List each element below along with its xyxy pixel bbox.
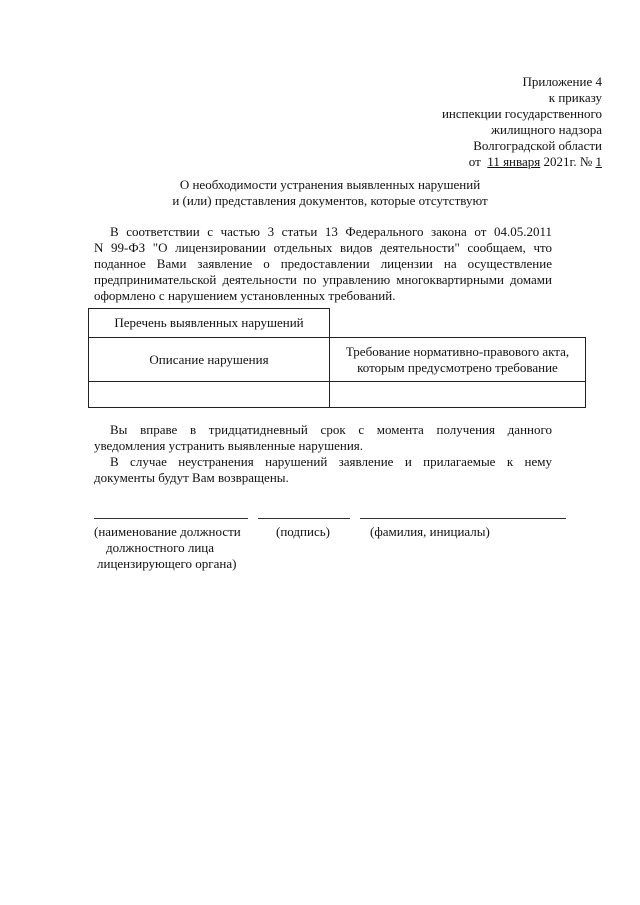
intro-line-3: поданное Вами заявление о предоставлении лицензии на осуществление bbox=[94, 256, 552, 271]
violations-table bbox=[88, 308, 586, 408]
intro-line-2: N 99-ФЗ "О лицензировании отдельных видов деятельности" сообщаем, что bbox=[94, 240, 552, 255]
document-title bbox=[120, 177, 540, 209]
annex-line-3: инспекции государственного bbox=[441, 106, 602, 121]
annex-line-5: Волгоградской области bbox=[473, 138, 602, 153]
table-header-row bbox=[89, 338, 586, 382]
table-cell-requirement bbox=[330, 382, 586, 408]
column-requirement-line-2: которым предусмотрено требование bbox=[357, 359, 558, 375]
column-requirement-header bbox=[330, 338, 586, 382]
table-caption-row bbox=[89, 309, 586, 338]
intro-line-4: предпринимательской деятельности по управлению многоквартирными домами bbox=[94, 272, 552, 287]
position-label-line-1: (наименование должности bbox=[94, 524, 241, 539]
annex-date-value: 11 января bbox=[487, 154, 541, 169]
intro-paragraph bbox=[94, 224, 552, 304]
annex-line-4: жилищного надзора bbox=[491, 122, 602, 137]
notice-line-1: Вы вправе в тридцатидневный срок с момента получения данного bbox=[110, 422, 552, 437]
table-caption-spacer bbox=[330, 309, 586, 338]
annex-date-prefix: от bbox=[468, 154, 481, 169]
position-label-line-3: лицензирующего органа) bbox=[97, 556, 237, 571]
notice-line-2: уведомления устранить выявленные нарушения. bbox=[94, 438, 364, 453]
sign-label: (подпись) bbox=[276, 524, 330, 539]
annex-block bbox=[442, 74, 602, 170]
annex-line-2: к приказу bbox=[548, 90, 602, 105]
notice-line-3: В случае неустранения нарушений заявление и прилагаемые к нему bbox=[110, 454, 552, 469]
notice-line-4: документы будут Вам возвращены. bbox=[94, 470, 289, 485]
name-signature-line bbox=[360, 518, 566, 519]
table-row bbox=[89, 382, 586, 408]
notice-paragraph bbox=[94, 422, 552, 486]
annex-date-suffix: 2021г. № bbox=[543, 154, 593, 169]
table-cell-description bbox=[89, 382, 330, 408]
name-label: (фамилия, инициалы) bbox=[370, 524, 490, 539]
intro-line-1: В соответствии с частью 3 статьи 13 Федерального закона от 04.05.2011 bbox=[110, 224, 552, 239]
intro-line-5: оформлено с нарушением установленных требований. bbox=[94, 288, 396, 303]
title-line-1: О необходимости устранения выявленных нарушений bbox=[179, 177, 481, 192]
position-signature-line bbox=[94, 518, 248, 519]
column-description-header: Описание нарушения bbox=[89, 338, 330, 382]
annex-number: 1 bbox=[595, 154, 602, 169]
sign-signature-line bbox=[258, 518, 350, 519]
column-requirement-line-1: Требование нормативно-правового акта, bbox=[345, 343, 570, 359]
title-line-2: и (или) представления документов, которые отсутствуют bbox=[172, 193, 488, 208]
table-caption: Перечень выявленных нарушений bbox=[89, 309, 330, 338]
annex-line-1: Приложение 4 bbox=[522, 74, 602, 89]
position-label-line-2: должностного лица bbox=[106, 540, 215, 555]
annex-date-line bbox=[442, 154, 602, 170]
